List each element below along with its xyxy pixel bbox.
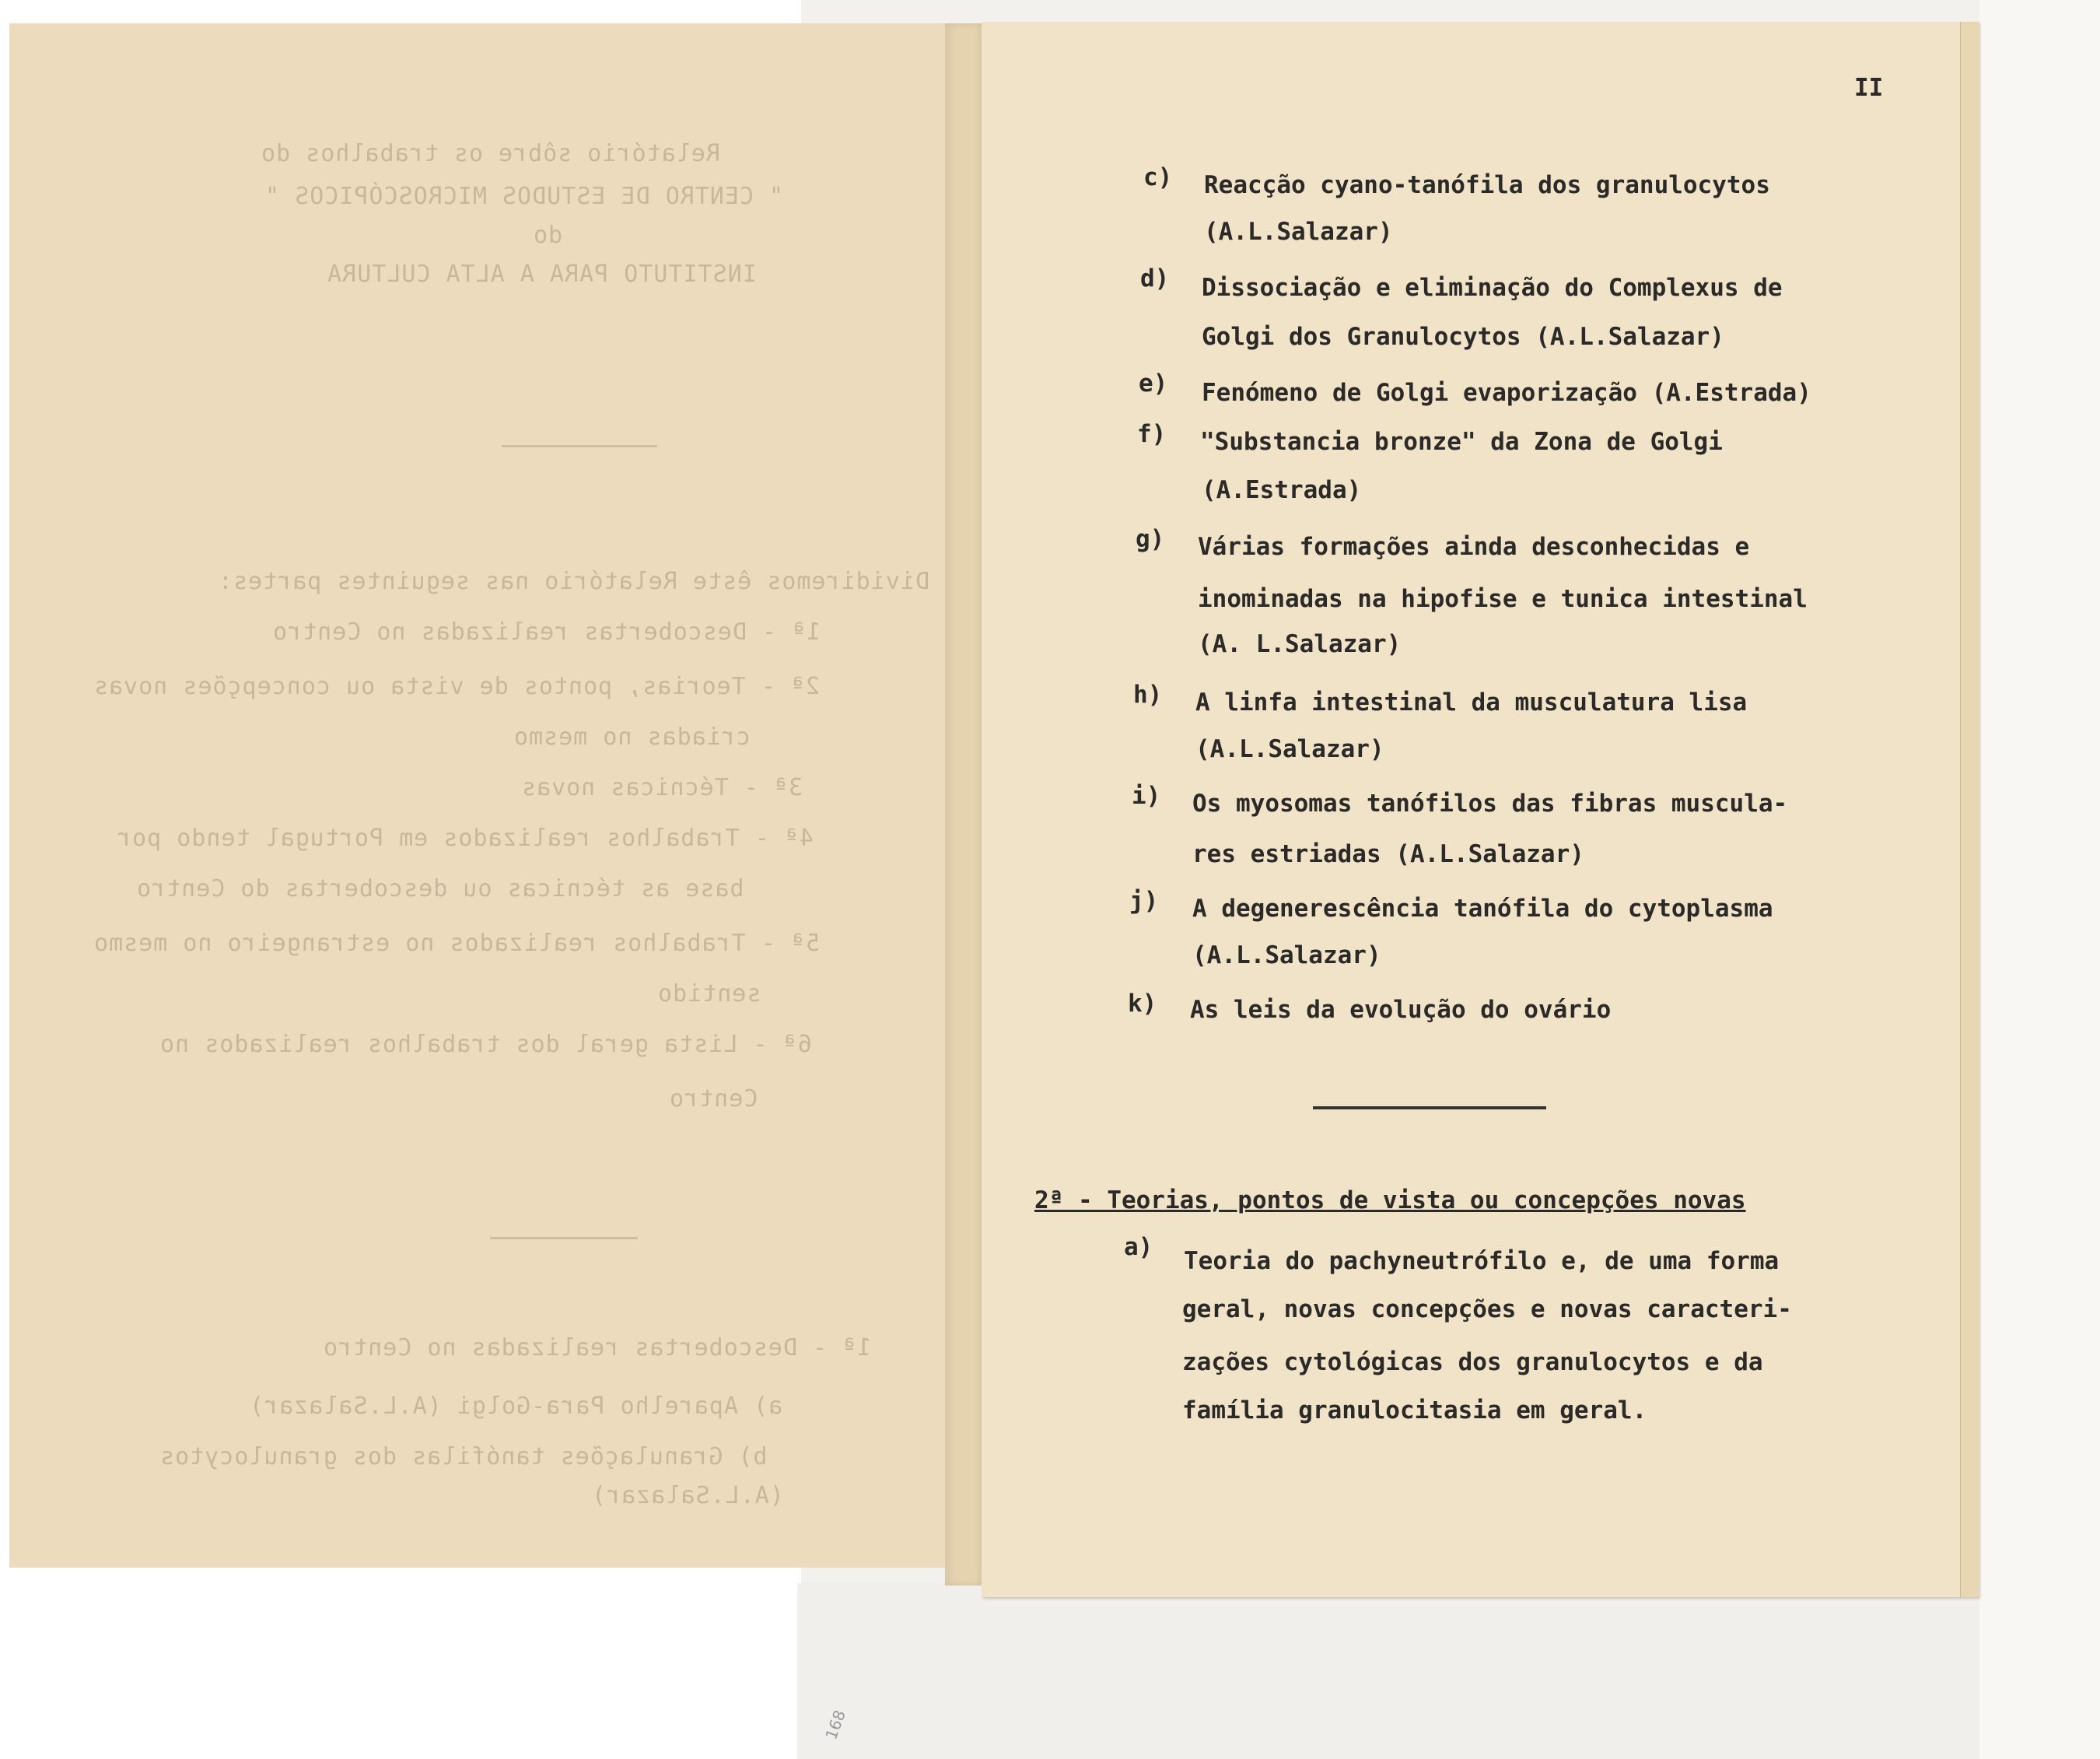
item-line: geral, novas concepções e novas caracteri- — [1182, 1295, 1792, 1323]
mount-right — [1979, 0, 2100, 1759]
bleed-rule — [490, 1237, 638, 1239]
bleed-line: criadas no mesmo — [513, 724, 751, 751]
item-line: (A. L.Salazar) — [1198, 630, 1402, 658]
item-line: Fenómeno de Golgi evaporização (A.Estrada) — [1202, 379, 1811, 407]
bleed-line: 2ª - Teorias, pontos de vista ou concepções novas — [93, 673, 821, 700]
bleed-line: 5ª - Trabalhos realizados no estrangeiro no mesmo — [93, 930, 821, 957]
item-line: inominadas na hipofise e tunica intestinal — [1198, 585, 1808, 613]
bleed-line: " CENTRO DE ESTUDOS MICROSCÓPICOS " — [264, 183, 784, 210]
bleed-line: 1ª - Descobertas realizadas no Centro — [272, 618, 821, 646]
item-marker: a) — [1124, 1233, 1153, 1261]
bleed-line: INSTITUTO PARA A ALTA CULTURA — [327, 261, 757, 288]
item-line: zações cytológicas dos granulocytos e da — [1182, 1348, 1763, 1376]
page-edge — [1960, 22, 1979, 1597]
bleed-line: sentido — [657, 980, 761, 1007]
item-line: (A.L.Salazar) — [1192, 941, 1381, 969]
bleed-line: do — [533, 222, 563, 249]
bleed-line: base as técnicas ou descobertas do Centro — [136, 875, 744, 902]
item-marker: i) — [1132, 782, 1161, 810]
item-line: (A.L.Salazar) — [1195, 735, 1384, 763]
item-line: res estriadas (A.L.Salazar) — [1192, 840, 1584, 868]
item-line: Dissociação e eliminação do Complexus de — [1202, 274, 1783, 302]
item-line: Várias formações ainda desconhecidas e — [1198, 533, 1750, 561]
item-marker: d) — [1140, 265, 1170, 293]
item-line: (A.Estrada) — [1202, 476, 1362, 504]
mount-bottom — [797, 1583, 1979, 1759]
item-marker: h) — [1133, 681, 1163, 709]
item-line: (A.L.Salazar) — [1204, 218, 1393, 246]
bleed-line: (A.L.Salazar) — [591, 1482, 784, 1509]
section-divider — [1313, 1106, 1546, 1109]
item-line: Os myosomas tanófilos das fibras muscula- — [1192, 790, 1788, 818]
item-marker: k) — [1128, 990, 1157, 1018]
item-line: "Substancia bronze" da Zona de Golgi — [1200, 428, 1723, 456]
item-marker: g) — [1136, 525, 1165, 553]
item-line: Reacção cyano-tanófila dos granulocytos — [1204, 171, 1770, 199]
page-number: II — [1854, 74, 1884, 102]
item-marker: j) — [1129, 887, 1159, 915]
item-line: Golgi dos Granulocytos (A.L.Salazar) — [1202, 323, 1724, 351]
item-line: A linfa intestinal da musculatura lisa — [1195, 689, 1748, 717]
item-line: Teoria do pachyneutrófilo e, de uma forma — [1184, 1247, 1780, 1275]
bleed-line: a) Aparelho Para-Golgi (A.L.Salazar) — [249, 1393, 783, 1420]
item-marker: f) — [1137, 420, 1167, 448]
bleed-line: Centro — [669, 1085, 758, 1113]
bleed-line: 1ª - Descobertas realizadas no Centro — [323, 1334, 872, 1361]
page-fold — [945, 23, 984, 1586]
margin-note: 168 — [821, 1707, 849, 1743]
item-line: família granulocitasia em geral. — [1182, 1396, 1647, 1424]
bleed-line: 3ª - Técnicas novas — [521, 774, 803, 801]
bleed-line: Dividiremos êste Relatório nas seguintes partes: — [218, 568, 929, 595]
item-marker: c) — [1143, 163, 1173, 191]
item-line: As leis da evolução do ovário — [1190, 996, 1612, 1024]
bleed-rule — [502, 445, 657, 447]
bleed-line: 6ª - Lista geral dos trabalhos realizados no — [159, 1031, 812, 1058]
bleed-line: Relatório sôbre os trabalhos do — [261, 140, 720, 167]
item-line: A degenerescência tanófila do cytoplasma — [1192, 895, 1773, 923]
bleed-line: b) Granulações tanófilas dos granulocytos — [159, 1443, 768, 1470]
item-marker: e) — [1139, 370, 1168, 398]
bleed-line: 4ª - Trabalhos realizados em Portugal tendo por — [117, 825, 814, 852]
section-heading: 2ª - Teorias, pontos de vista ou concepções novas — [1034, 1186, 1746, 1214]
